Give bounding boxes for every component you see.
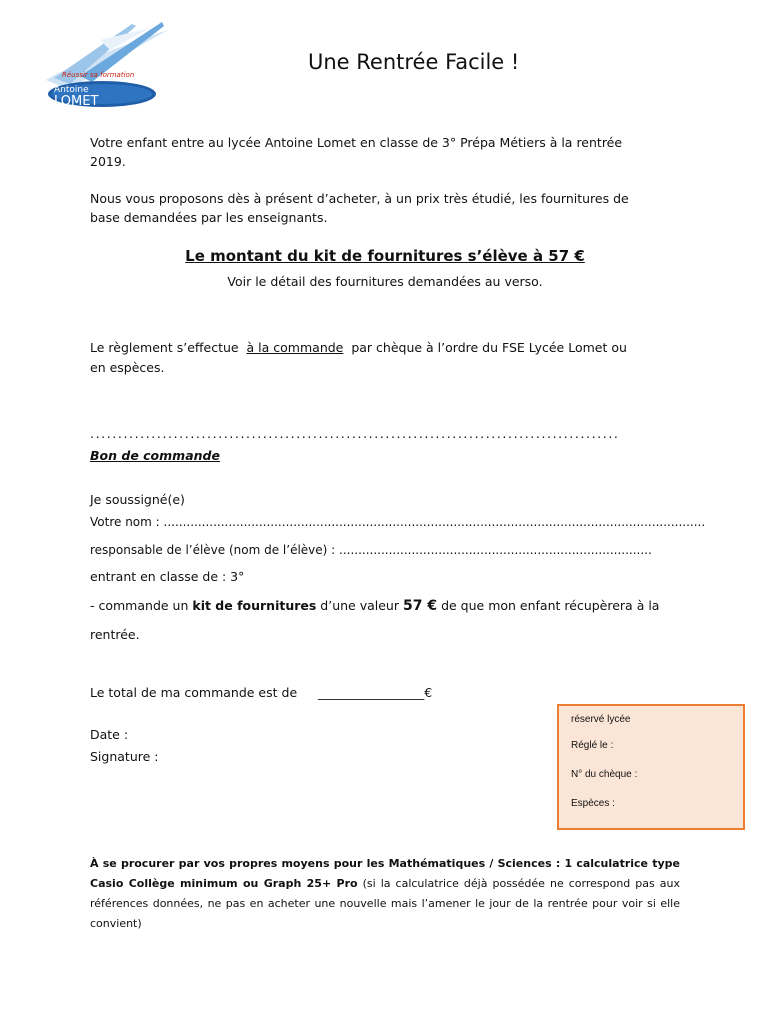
soussigne-label: Je soussigné(e): [90, 492, 185, 507]
school-logo: [40, 20, 174, 108]
order-line-2: rentrée.: [90, 627, 140, 642]
kit-price-heading: Le montant du kit de fournitures s’élève à 57 €: [185, 247, 585, 265]
svg-text:Réussir sa formation: Réussir sa formation: [62, 71, 135, 79]
payment-prefix: Le règlement s’effectue: [90, 340, 239, 355]
reserved-paid-date: Réglé le :: [571, 740, 614, 751]
student-name-field[interactable]: responsable de l’élève (nom de l’élève) : ..................................................................................: [90, 543, 652, 557]
kit-detail-note: Voir le détail des fournitures demandées au verso.: [227, 274, 543, 289]
calculator-note-bold: À se procurer par vos propres moyens pour les Mathématiques / Sciences : 1 calculatrice type Casio Collège minimum ou Graph 25+ Pro: [90, 857, 680, 890]
total-label: Le total de ma commande est de: [90, 685, 298, 700]
name-field[interactable]: Votre nom : ..............................................................................................................................................: [90, 515, 706, 529]
payment-line-2: en espèces.: [90, 360, 165, 375]
class-line: entrant en classe de : 3°: [90, 569, 245, 584]
svg-text:LOMET: LOMET: [54, 94, 99, 108]
intro-line-4: base demandées par les enseignants.: [90, 210, 328, 225]
intro-line-3: Nous vous proposons dès à présent d’acheter, à un prix très étudié, les fournitures de: [90, 191, 629, 206]
intro-line-2: 2019.: [90, 154, 126, 169]
calculator-note: [90, 854, 680, 934]
date-label: Date :: [90, 727, 129, 742]
svg-text:Antoine: Antoine: [54, 85, 89, 95]
payment-line-1: [90, 338, 627, 358]
signature-label: Signature :: [90, 749, 159, 764]
order-suffix: de que mon enfant récupèrera à la: [441, 598, 660, 613]
total-field[interactable]: _________________€: [318, 685, 433, 700]
reserved-cheque-number: N° du chèque :: [571, 769, 638, 780]
order-form-title: Bon de commande: [90, 448, 220, 463]
order-kit-label: kit de fournitures: [192, 598, 317, 613]
cut-line: ...............................................................................................: [90, 426, 620, 441]
order-prefix: - commande un: [90, 598, 189, 613]
intro-line-1: Votre enfant entre au lycée Antoine Lomet en classe de 3° Prépa Métiers à la rentrée: [90, 135, 623, 150]
reserved-cash: Espèces :: [571, 798, 615, 809]
payment-suffix: par chèque à l’ordre du FSE Lycée Lomet ou: [351, 340, 627, 355]
page-title: Une Rentrée Facile !: [308, 50, 520, 74]
reserved-title: réservé lycée: [571, 714, 631, 725]
order-mid: d’une valeur: [320, 598, 399, 613]
order-line-1: [90, 596, 659, 616]
reserved-box: [557, 704, 745, 830]
payment-underlined: à la commande: [246, 340, 344, 355]
calculator-note-normal: (si la calculatrice déjà possédée ne correspond pas aux références données, ne pas en acheter une nouvelle mais l’amener le jour de la rentrée pour voir si elle convient): [90, 877, 680, 930]
order-value: 57 €: [402, 598, 438, 614]
